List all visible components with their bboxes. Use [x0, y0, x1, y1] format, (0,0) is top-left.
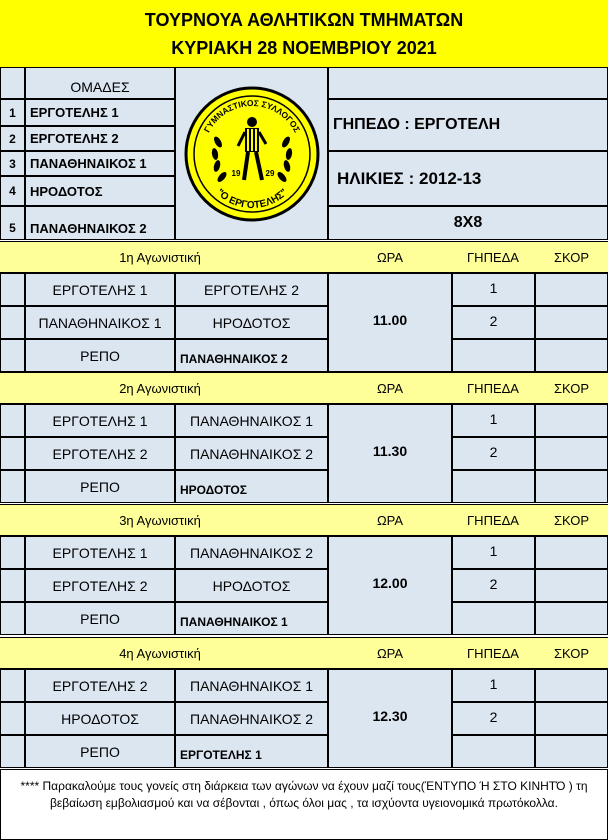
home-team: ΕΡΓΟΤΕΛΗΣ 2 — [25, 669, 175, 702]
away-team: ΠΑΝΑΘΗΝΑΙΚΟΣ 2 — [175, 437, 328, 470]
team-number: 2 — [0, 126, 25, 151]
field-blank-cell — [452, 735, 535, 768]
bye-team: ΗΡΟΔΟΤΟΣ — [175, 470, 328, 503]
field-number: 2 — [452, 702, 535, 735]
field-number: 1 — [452, 273, 535, 306]
home-team: ΕΡΓΟΤΕΛΗΣ 1 — [25, 404, 175, 437]
home-team: ΕΡΓΟΤΕΛΗΣ 2 — [25, 437, 175, 470]
logo-year-right: 29 — [265, 168, 274, 178]
score-column-header: ΣΚΟΡ — [553, 646, 590, 661]
bye-label: ΡΕΠΟ — [25, 470, 175, 503]
score-column-header: ΣΚΟΡ — [553, 513, 590, 528]
logo-year-left: 19 — [231, 168, 240, 178]
row-marker-cell — [0, 735, 25, 768]
score-blank-cell — [535, 470, 608, 503]
logo-top-text: ΓΥΜΝΑΣΤΙΚΟΣ ΣΥΛΛΟΓΟΣ — [201, 97, 302, 134]
time-column-header: ΩΡΑ — [376, 381, 404, 396]
bye-team: ΠΑΝΑΘΗΝΑΙΚΟΣ 2 — [175, 339, 328, 372]
round-title: 2η Αγωνιστική — [119, 381, 201, 396]
score-input[interactable] — [535, 669, 608, 702]
field-number: 2 — [452, 569, 535, 602]
score-input[interactable] — [535, 437, 608, 470]
field-blank-cell — [452, 470, 535, 503]
row-marker-cell — [0, 602, 25, 635]
round-header — [0, 372, 608, 404]
away-team: ΠΑΝΑΘΗΝΑΙΚΟΣ 1 — [175, 669, 328, 702]
row-marker-cell — [0, 702, 25, 735]
bye-team: ΠΑΝΑΘΗΝΑΙΚΟΣ 1 — [175, 602, 328, 635]
time-column-header: ΩΡΑ — [376, 513, 404, 528]
bye-label: ΡΕΠΟ — [25, 602, 175, 635]
row-marker-cell — [0, 273, 25, 306]
score-input[interactable] — [535, 306, 608, 339]
row-marker-cell — [0, 404, 25, 437]
team-number: 5 — [0, 206, 25, 240]
match-time: 11.00 — [328, 273, 452, 372]
score-column-header: ΣΚΟΡ — [553, 250, 590, 265]
row-marker-cell — [0, 306, 25, 339]
logo-bottom-text: "Ο ΕΡΓΟΤΕΛΗΣ" — [213, 186, 290, 211]
logo-cell — [175, 67, 328, 240]
team-number: 1 — [0, 99, 25, 126]
home-team: ΕΡΓΟΤΕΛΗΣ 1 — [25, 536, 175, 569]
teams-corner-cell — [0, 67, 25, 99]
away-team: ΕΡΓΟΤΕΛΗΣ 2 — [175, 273, 328, 306]
away-team: ΗΡΟΔΟΤΟΣ — [175, 306, 328, 339]
score-input[interactable] — [535, 273, 608, 306]
away-team: ΠΑΝΑΘΗΝΑΙΚΟΣ 2 — [175, 536, 328, 569]
round-header — [0, 504, 608, 536]
row-marker-cell — [0, 569, 25, 602]
round-title: 3η Αγωνιστική — [119, 513, 201, 528]
info-blank-cell — [328, 67, 608, 99]
time-column-header: ΩΡΑ — [376, 646, 404, 661]
row-marker-cell — [0, 437, 25, 470]
team-name: ΠΑΝΑΘΗΝΑΙΚΟΣ 1 — [25, 151, 175, 176]
field-number: 2 — [452, 437, 535, 470]
score-blank-cell — [535, 339, 608, 372]
bye-team: ΕΡΓΟΤΕΛΗΣ 1 — [175, 735, 328, 768]
field-number: 1 — [452, 404, 535, 437]
score-blank-cell — [535, 735, 608, 768]
team-name: ΗΡΟΔΟΤΟΣ — [25, 176, 175, 206]
score-blank-cell — [535, 602, 608, 635]
bye-label: ΡΕΠΟ — [25, 735, 175, 768]
team-number: 4 — [0, 176, 25, 206]
round-title: 4η Αγωνιστική — [119, 646, 201, 661]
field-blank-cell — [452, 602, 535, 635]
format-info: 8Χ8 — [328, 206, 608, 240]
header-date: ΚΥΡΙΑΚΗ 28 ΝΟΕΜΒΡΙΟΥ 2021 — [171, 38, 437, 58]
field-info: ΓΗΠΕΔΟ : ΕΡΓΟΤΕΛΗ — [328, 99, 608, 151]
field-number: 1 — [452, 536, 535, 569]
round-title: 1η Αγωνιστική — [119, 250, 201, 265]
team-name: ΕΡΓΟΤΕΛΗΣ 2 — [25, 126, 175, 151]
field-column-header: ΓΗΠΕΔΑ — [467, 250, 519, 265]
row-marker-cell — [0, 470, 25, 503]
header-title: ΤΟΥΡΝΟΥΑ ΑΘΛΗΤΙΚΩΝ ΤΜΗΜΑΤΩΝ — [144, 10, 464, 30]
score-input[interactable] — [535, 536, 608, 569]
footer-note: **** Παρακαλούμε τους γονείς στη διάρκεια των αγώνων να έχουν μαζί τους(ΈΝΤΥΠΟ Ή ΣΤΟ ΚΙΝΗΤΌ ) τη βεβαίωση εμβολιασμού και να σέβονται , όπως όλοι μας , τα ισχύοντα υγειονομικά πρωτόκολλα. — [0, 769, 608, 840]
ages-info: ΗΛΙΚΙΕΣ : 2012-13 — [328, 151, 608, 206]
score-input[interactable] — [535, 404, 608, 437]
club-logo — [182, 84, 322, 224]
match-time: 11.30 — [328, 404, 452, 503]
field-number: 2 — [452, 306, 535, 339]
field-blank-cell — [452, 339, 535, 372]
row-marker-cell — [0, 339, 25, 372]
score-input[interactable] — [535, 702, 608, 735]
match-time: 12.00 — [328, 536, 452, 635]
time-column-header: ΩΡΑ — [376, 250, 404, 265]
team-number: 3 — [0, 151, 25, 176]
match-time: 12.30 — [328, 669, 452, 768]
teams-heading: ΟΜΑΔΕΣ — [25, 67, 175, 99]
row-marker-cell — [0, 669, 25, 702]
field-number: 1 — [452, 669, 535, 702]
home-team: ΕΡΓΟΤΕΛΗΣ 1 — [25, 273, 175, 306]
page-header — [0, 0, 608, 67]
round-header — [0, 241, 608, 273]
field-column-header: ΓΗΠΕΔΑ — [467, 381, 519, 396]
team-name: ΕΡΓΟΤΕΛΗΣ 1 — [25, 99, 175, 126]
away-team: ΠΑΝΑΘΗΝΑΙΚΟΣ 1 — [175, 404, 328, 437]
home-team: ΗΡΟΔΟΤΟΣ — [25, 702, 175, 735]
team-name: ΠΑΝΑΘΗΝΑΙΚΟΣ 2 — [25, 206, 175, 240]
score-input[interactable] — [535, 569, 608, 602]
score-column-header: ΣΚΟΡ — [553, 381, 590, 396]
away-team: ΗΡΟΔΟΤΟΣ — [175, 569, 328, 602]
home-team: ΕΡΓΟΤΕΛΗΣ 2 — [25, 569, 175, 602]
away-team: ΠΑΝΑΘΗΝΑΙΚΟΣ 2 — [175, 702, 328, 735]
field-column-header: ΓΗΠΕΔΑ — [467, 646, 519, 661]
bye-label: ΡΕΠΟ — [25, 339, 175, 372]
field-column-header: ΓΗΠΕΔΑ — [467, 513, 519, 528]
home-team: ΠΑΝΑΘΗΝΑΙΚΟΣ 1 — [25, 306, 175, 339]
row-marker-cell — [0, 536, 25, 569]
round-header — [0, 637, 608, 669]
